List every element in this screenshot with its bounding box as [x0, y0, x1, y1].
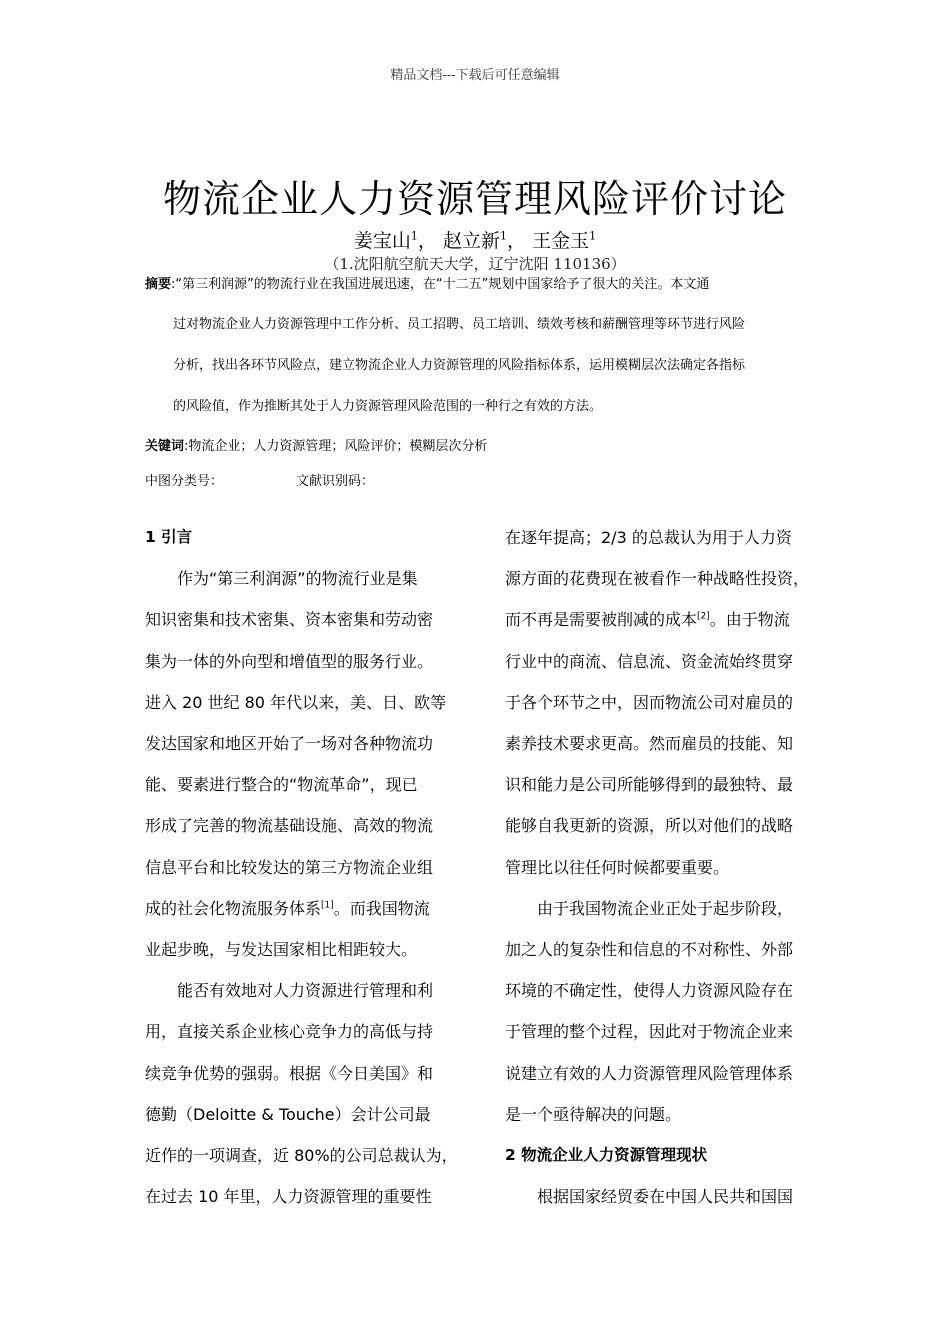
body-line	[505, 599, 825, 640]
body-text: 成的社会化物流服务体系	[145, 898, 322, 918]
body-line: 能、要素进行整合的“物流革命”，现已	[145, 775, 418, 795]
body-line: 于各个环节之中，因而物流公司对雇员的	[505, 692, 794, 712]
body-line: 发达国家和地区开始了一场对各种物流功	[145, 734, 434, 754]
body-line: 是一个亟待解决的问题。	[505, 1104, 682, 1124]
body-text: 。而我国物流	[333, 898, 430, 918]
citation-ref: [2]	[697, 612, 710, 623]
page-header: 精品文档---下载后可任意编辑	[390, 68, 560, 83]
body-line: 根据国家经贸委在中国人民共和国国	[537, 1187, 794, 1207]
right-column	[505, 517, 825, 1217]
body-line: 源方面的花费现在被看作一种战略性投资，	[505, 569, 810, 589]
body-line: 德勤（Deloitte & Touche）会计公司最	[145, 1104, 431, 1124]
body-line: 集为一体的外向型和增值型的服务行业。	[145, 651, 434, 671]
body-line: 于管理的整个过程，因此对于物流企业来	[505, 1022, 794, 1042]
clc-label: 中图分类号：	[145, 474, 224, 489]
paper-title: 物流企业人力资源管理风险评价讨论	[162, 177, 787, 221]
body-text: 而不再是需要被削减的成本	[505, 610, 698, 630]
author-list	[0, 226, 950, 253]
abstract-label: 摘要	[145, 277, 172, 292]
body-line: 管理比以往任何时候都要重要。	[505, 857, 730, 877]
body-line: 续竞争优势的强弱。根据《今日美国》和	[145, 1063, 434, 1083]
body-line: 作为“第三利润源”的物流行业是集	[177, 569, 418, 589]
body-line: 由于我国物流企业正处于起步阶段，	[537, 898, 794, 918]
body-line: 在过去 10 年里，人力资源管理的重要性	[145, 1187, 432, 1207]
body-line: 加之人的复杂性和信息的不对称性、外部	[505, 940, 794, 960]
left-column	[145, 517, 465, 1217]
body-line: 用，直接关系企业核心竞争力的高低与持	[145, 1022, 434, 1042]
body-line: 信息平台和比较发达的第三方物流企业组	[145, 857, 434, 877]
author-separator: ，	[507, 230, 527, 252]
abstract-text: 分析，找出各环节风险点，建立物流企业人力资源管理的风险指标体系，运用模糊层次法确定各指标	[173, 358, 746, 373]
body-line: 素养技术要求更高。然而雇员的技能、知	[505, 734, 794, 754]
abstract	[145, 273, 810, 427]
body-line: 在逐年提高；2/3 的总裁认为用于人力资	[505, 528, 792, 547]
abstract-text: 的风险值，作为推断其处于人力资源管理风险范围的一种行之有效的方法。	[173, 399, 603, 414]
author-affil-mark: 1	[410, 229, 418, 243]
keywords-text: :物流企业；人力资源管理；风险评价；模糊层次分析	[184, 439, 488, 454]
body-line: 进入 20 世纪 80 年代以来，美、日、欧等	[145, 692, 447, 712]
body-line: 环境的不确定性，使得人力资源风险存在	[505, 981, 794, 1001]
body-line: 能否有效地对人力资源进行管理和利	[177, 981, 434, 1001]
author-name: 姜宝山	[353, 230, 411, 252]
body-line: 行业中的商流、信息流、资金流始终贯穿	[505, 651, 794, 671]
affiliation: （1.沈阳航空航天大学，辽宁沈阳 110136）	[324, 255, 626, 273]
body-text: 。由于物流	[709, 610, 790, 630]
section-heading: 2 物流企业人力资源管理现状	[505, 1146, 708, 1165]
body-line: 形成了完善的物流基础设施、高效的物流	[145, 816, 434, 836]
author-separator: ，	[417, 230, 437, 252]
body-line: 能够自我更新的资源，所以对他们的战略	[505, 816, 794, 836]
author-name: 赵立新	[442, 230, 500, 252]
abstract-text: 过对物流企业人力资源管理中工作分析、员工招聘、员工培训、绩效考核和薪酬管理等环节进行风险	[173, 317, 746, 332]
author-affil-mark: 1	[500, 229, 507, 243]
abstract-text: :“第三利润源”的物流行业在我国进展迅速，在“十二五”规划中国家给予了很大的关注。本文通	[171, 277, 710, 292]
body-line: 识和能力是公司所能够得到的最独特、最	[505, 775, 794, 795]
body-line	[145, 888, 465, 929]
section-heading: 1 引言	[145, 528, 193, 546]
author-name: 王金玉	[532, 230, 590, 252]
body-line: 业起步晚，与发达国家相比相距较大。	[145, 940, 418, 960]
doc-code-label: 文献识别码：	[296, 474, 375, 489]
body-line: 知识密集和技术密集、资本密集和劳动密	[145, 610, 434, 630]
keywords	[145, 435, 487, 454]
body-line: 近作的一项调查，近 80%的公司总裁认为，	[145, 1146, 458, 1166]
body-line: 说建立有效的人力资源管理风险管理体系	[505, 1063, 794, 1083]
citation-ref: [1]	[321, 900, 334, 911]
author-affil-mark: 1	[589, 229, 597, 243]
keywords-label: 关键词	[145, 439, 185, 454]
